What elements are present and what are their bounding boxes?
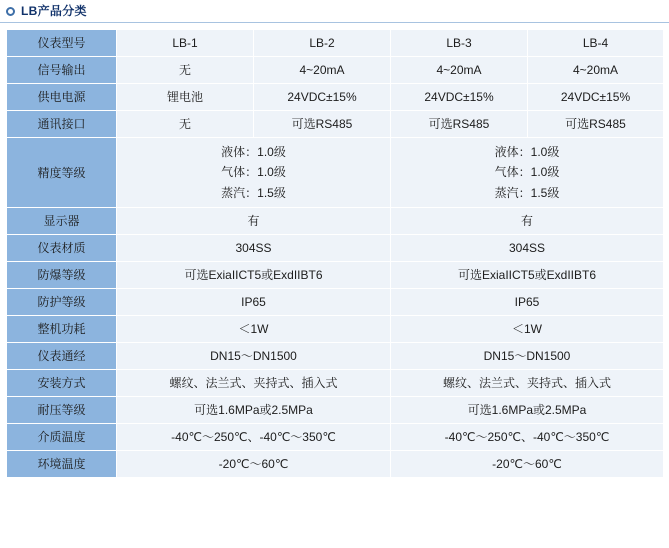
- table-row: [7, 208, 664, 235]
- table-cell: 锂电池: [117, 84, 254, 111]
- table-cell: 可选1.6MPa或2.5MPa: [117, 397, 391, 424]
- table-row: [7, 30, 664, 57]
- table-cell: [117, 138, 391, 208]
- table-cell: ＜1W: [117, 316, 391, 343]
- row-label: 仪表通经: [7, 343, 117, 370]
- table-row: [7, 451, 664, 478]
- table-cell: -20℃～60℃: [117, 451, 391, 478]
- row-label: 防护等级: [7, 289, 117, 316]
- row-label: 精度等级: [7, 138, 117, 208]
- row-label: 显示器: [7, 208, 117, 235]
- table-cell: 4~20mA: [391, 57, 528, 84]
- table-cell: DN15～DN1500: [117, 343, 391, 370]
- cell-line: 蒸汽：1.5级: [221, 185, 286, 200]
- cell-line: 液体：1.0级: [221, 145, 286, 159]
- table-cell: LB-3: [391, 30, 528, 57]
- table-cell: 304SS: [391, 235, 664, 262]
- table-cell: ＜1W: [391, 316, 664, 343]
- row-label: 安装方式: [7, 370, 117, 397]
- table-cell: 24VDC±15%: [528, 84, 664, 111]
- table-cell: -20℃～60℃: [391, 451, 664, 478]
- page-title: LB产品分类: [21, 4, 87, 18]
- table-cell: 24VDC±15%: [254, 84, 391, 111]
- table-row: [7, 111, 664, 138]
- table-cell: LB-2: [254, 30, 391, 57]
- row-label: 耐压等级: [7, 397, 117, 424]
- table-cell: 304SS: [117, 235, 391, 262]
- table-cell: 可选ExiaIICT5或ExdIIBT6: [391, 262, 664, 289]
- table-cell: -40℃～250℃、-40℃～350℃: [117, 424, 391, 451]
- table-row: [7, 289, 664, 316]
- table-cell: -40℃～250℃、-40℃～350℃: [391, 424, 664, 451]
- table-row: [7, 262, 664, 289]
- cell-line: 液体：1.0级: [494, 145, 560, 159]
- table-cell: 可选ExiaIICT5或ExdIIBT6: [117, 262, 391, 289]
- table-row: [7, 235, 664, 262]
- row-label: 供电电源: [7, 84, 117, 111]
- table-cell: DN15～DN1500: [391, 343, 664, 370]
- table-cell: 可选RS485: [391, 111, 528, 138]
- table-cell: IP65: [391, 289, 664, 316]
- row-label: 整机功耗: [7, 316, 117, 343]
- row-label: 信号输出: [7, 57, 117, 84]
- table-row: [7, 397, 664, 424]
- table-row: [7, 84, 664, 111]
- table-cell: [391, 138, 664, 208]
- row-label: 介质温度: [7, 424, 117, 451]
- table-row: [7, 370, 664, 397]
- table-cell: 可选1.6MPa或2.5MPa: [391, 397, 664, 424]
- table-cell: 无: [117, 111, 254, 138]
- table-cell: 4~20mA: [254, 57, 391, 84]
- row-label: 仪表材质: [7, 235, 117, 262]
- cell-line: 蒸汽：1.5级: [494, 185, 560, 200]
- table-row: [7, 343, 664, 370]
- table-cell: 可选RS485: [254, 111, 391, 138]
- table-row: [7, 57, 664, 84]
- row-label: 防爆等级: [7, 262, 117, 289]
- table-cell: IP65: [117, 289, 391, 316]
- row-label: 通讯接口: [7, 111, 117, 138]
- table-cell: 螺纹、法兰式、夹持式、插入式: [391, 370, 664, 397]
- table-cell: LB-1: [117, 30, 254, 57]
- table-row: [7, 316, 664, 343]
- row-label: 仪表型号: [7, 30, 117, 57]
- spec-table-body: [7, 30, 664, 478]
- cell-line: 气体：1.0级: [221, 165, 286, 180]
- product-classification-table: [6, 29, 664, 478]
- row-label: 环境温度: [7, 451, 117, 478]
- table-cell: 可选RS485: [528, 111, 664, 138]
- table-cell: 4~20mA: [528, 57, 664, 84]
- table-cell: 无: [117, 57, 254, 84]
- spec-table-container: [0, 23, 669, 478]
- cell-line: 气体：1.0级: [494, 165, 560, 180]
- table-cell: 螺纹、法兰式、夹持式、插入式: [117, 370, 391, 397]
- table-cell: 24VDC±15%: [391, 84, 528, 111]
- section-header: [0, 0, 669, 23]
- table-row: [7, 424, 664, 451]
- table-cell: LB-4: [528, 30, 664, 57]
- bullet-icon: [6, 7, 15, 16]
- table-cell: 有: [391, 208, 664, 235]
- table-row: [7, 138, 664, 208]
- table-cell: 有: [117, 208, 391, 235]
